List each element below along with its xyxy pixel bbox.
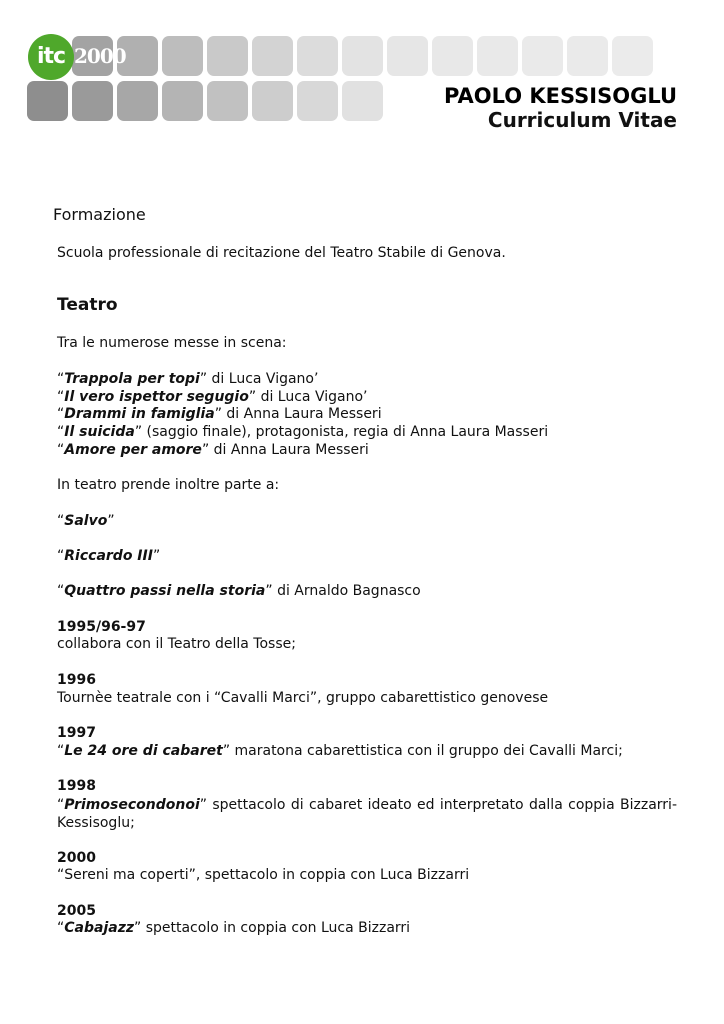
header <box>0 0 724 140</box>
year-entry: “Sereni ma coperti”, spettacolo in coppia con Luca Bizzarri <box>57 867 470 883</box>
header-tile <box>342 81 383 121</box>
other-item: “Salvo” <box>57 513 115 529</box>
logo-year: 2000 <box>74 44 126 68</box>
header-tile <box>252 36 293 76</box>
header-tile <box>27 81 68 121</box>
year-entry: “Cabajazz” spettacolo in coppia con Luca Bizzarri <box>57 920 411 936</box>
header-tile <box>162 81 203 121</box>
play-item: “Amore per amore” di Anna Laura Messeri <box>57 442 369 458</box>
person-name: PAOLO KESSISOGLU <box>444 84 677 108</box>
teatro-intro: Tra le numerose messe in scena: <box>57 335 287 351</box>
header-tile <box>207 81 248 121</box>
teatro-intro-2: In teatro prende inoltre parte a: <box>57 477 280 493</box>
header-tile <box>612 36 653 76</box>
play-item: “Il suicida” (saggio finale), protagonista, regia di Anna Laura Masseri <box>57 424 549 440</box>
header-tile <box>297 81 338 121</box>
header-tile <box>207 36 248 76</box>
year-label: 1996 <box>57 672 96 688</box>
section-heading-teatro: Teatro <box>57 295 118 315</box>
header-tile <box>117 81 158 121</box>
header-tile <box>162 36 203 76</box>
header-tile <box>252 81 293 121</box>
year-label: 1997 <box>57 725 96 741</box>
header-tile <box>522 36 563 76</box>
header-tile <box>72 81 113 121</box>
header-tile <box>432 36 473 76</box>
header-tile <box>387 36 428 76</box>
section-heading-formazione: Formazione <box>53 205 146 224</box>
play-item: “Drammi in famiglia” di Anna Laura Messeri <box>57 406 382 422</box>
year-entry: Tournèe teatrale con i “Cavalli Marci”, gruppo cabarettistico genovese <box>57 690 549 706</box>
logo-badge <box>28 34 74 80</box>
formazione-text: Scuola professionale di recitazione del Teatro Stabile di Genova. <box>57 245 506 261</box>
play-item: “Il vero ispettor segugio” di Luca Vigano’ <box>57 389 368 405</box>
header-tile <box>297 36 338 76</box>
year-entry: collabora con il Teatro della Tosse; <box>57 636 296 652</box>
year-label: 1995/96-97 <box>57 619 146 635</box>
header-tile <box>477 36 518 76</box>
year-label: 2005 <box>57 903 96 919</box>
year-label: 1998 <box>57 778 96 794</box>
year-label: 2000 <box>57 850 96 866</box>
year-entry: “Le 24 ore di cabaret” maratona cabarettistica con il gruppo dei Cavalli Marci; <box>57 743 623 759</box>
header-tile <box>342 36 383 76</box>
other-item: “Quattro passi nella storia” di Arnaldo Bagnasco <box>57 583 421 599</box>
play-item: “Trappola per topi” di Luca Vigano’ <box>57 371 319 387</box>
document-subtitle: Curriculum Vitae <box>487 108 677 132</box>
other-item: “Riccardo III” <box>57 548 161 564</box>
year-entry: “Primosecondonoi” spettacolo di cabaret ideato ed interpretato dalla coppia Bizzarri-Kessisoglu; <box>57 797 677 831</box>
header-tile <box>567 36 608 76</box>
logo-text: itc <box>36 44 66 69</box>
